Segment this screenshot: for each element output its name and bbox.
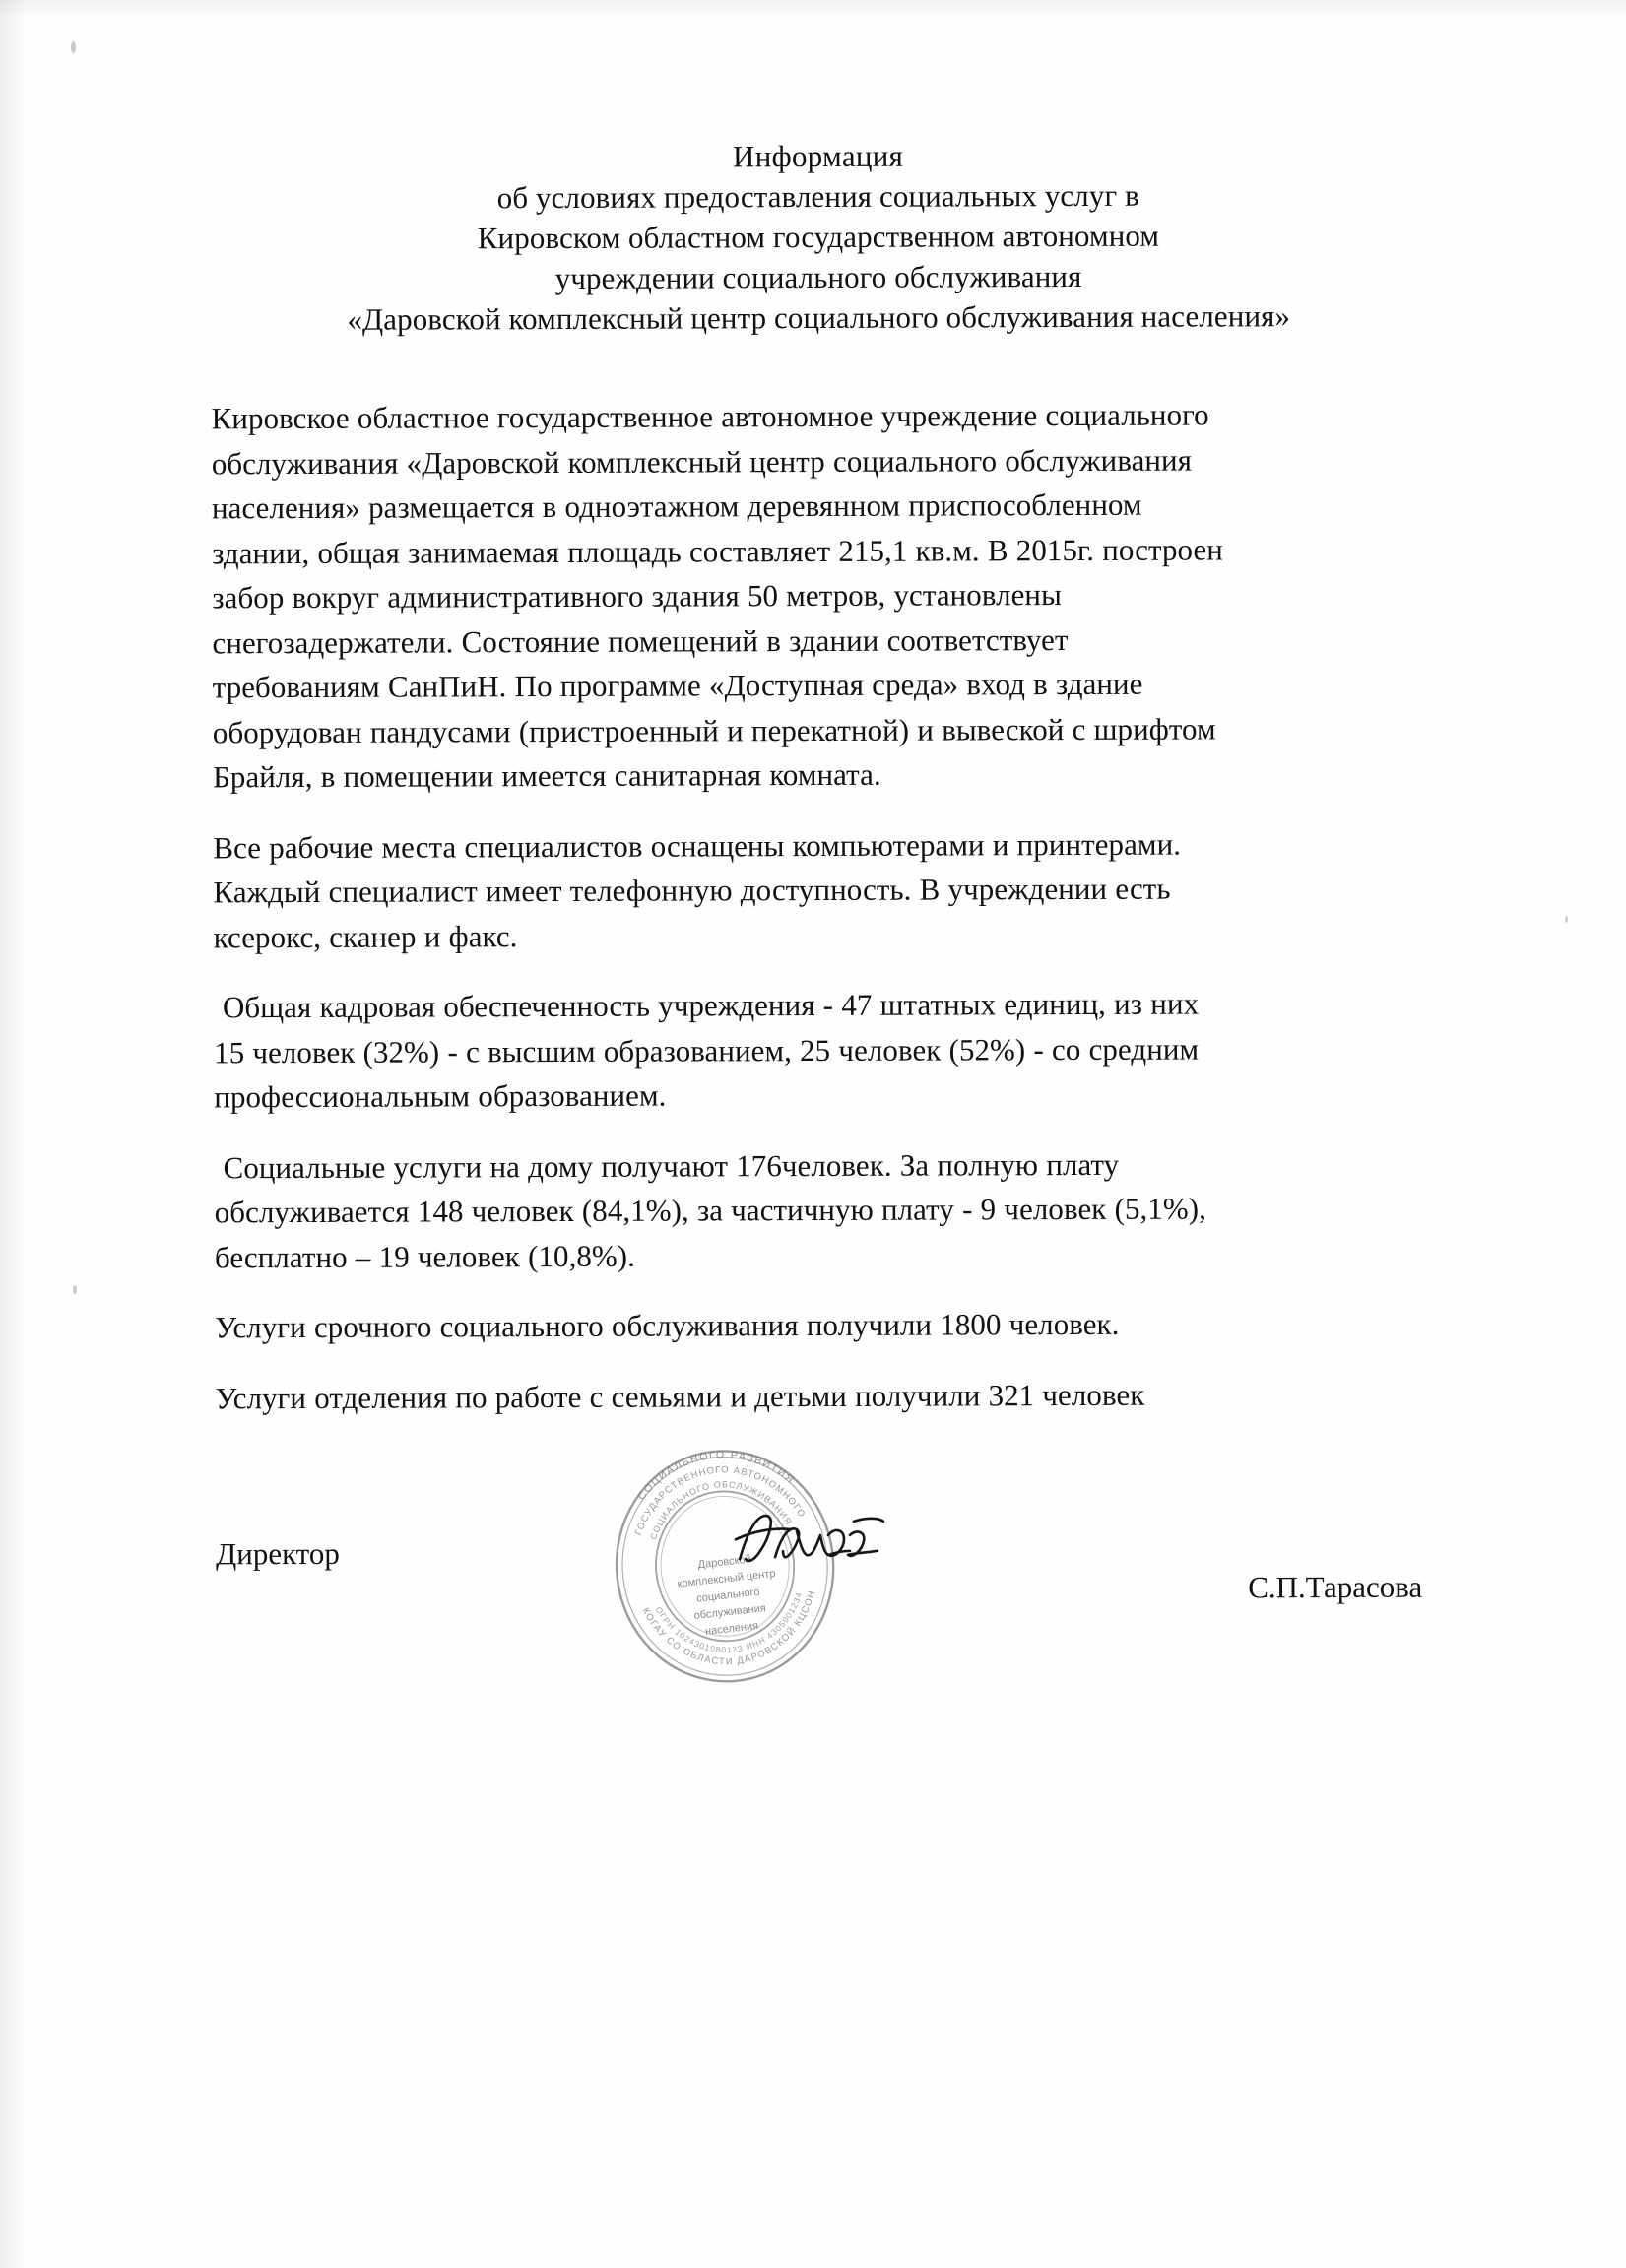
paragraph-line: оборудован пандусами (пристроенный и перекатной) и вывеской с шрифтом bbox=[212, 710, 1216, 749]
paragraph-line: Общая кадровая обеспеченность учреждения - 47 штатных единиц, из них bbox=[222, 986, 1200, 1025]
paragraph-line: Все рабочие места специалистов оснащены компьютерами и принтерами. bbox=[213, 826, 1182, 865]
paragraph-line: населения» размещается в одноэтажном деревянном приспособленном bbox=[211, 486, 1142, 526]
paragraph-staffing bbox=[214, 981, 1418, 1120]
paragraph-line: требованиям СанПиН. По программе «Доступная среда» вход в здание bbox=[212, 666, 1143, 705]
signature-name: С.П.Тарасова bbox=[1248, 1569, 1423, 1605]
svg-text:ГОСУДАРСТВЕННОГО АВТОНОМНОГО: ГОСУДАРСТВЕННОГО АВТОНОМНОГО bbox=[632, 1464, 808, 1537]
document-body bbox=[212, 392, 1419, 1447]
title-line-5: «Даровской комплексный центр социального обслуживания населения» bbox=[347, 298, 1291, 337]
svg-text:СОЦИАЛЬНОГО РАЗВИТИЯ: СОЦИАЛЬНОГО РАЗВИТИЯ bbox=[635, 1449, 798, 1503]
svg-text:комплексный центр: комплексный центр bbox=[677, 1567, 777, 1590]
svg-text:КОГАУ СО ОБЛАСТИ ДАРОВСКОЙ КЦС: КОГАУ СО ОБЛАСТИ ДАРОВСКОЙ КЦСОН bbox=[639, 1588, 818, 1668]
paragraph-line: снегозадержатели. Состояние помещений в здании соответствует bbox=[212, 621, 1069, 660]
signature-block bbox=[216, 1530, 1422, 1604]
title-line-1: Информация bbox=[732, 138, 904, 174]
svg-text:СОЦИАЛЬНОГО ОБСЛУЖИВАНИЯ: СОЦИАЛЬНОГО ОБСЛУЖИВАНИЯ bbox=[648, 1479, 795, 1541]
paragraph-line: Брайля, в помещении имеется санитарная комната. bbox=[212, 756, 881, 795]
paragraph-home-services bbox=[214, 1140, 1418, 1279]
paragraph-line: Кировское областное государственное автономное учреждение социального bbox=[211, 397, 1209, 436]
scan-edge-shading-top bbox=[0, 0, 1626, 20]
title-line-2: об условиях предоставления социальных услуг в bbox=[496, 177, 1139, 216]
svg-text:социального: социального bbox=[695, 1586, 761, 1605]
paragraph-line: 15 человек (32%) - с высшим образованием, 25 человек (52%) - со средним bbox=[214, 1031, 1200, 1069]
paragraph-line: Услуги срочного социального обслуживания получили 1800 человек. bbox=[215, 1306, 1120, 1345]
paragraph-line: Услуги отделения по работе с семьями и детьми получили 321 человек bbox=[215, 1377, 1145, 1415]
paragraph-line: забор вокруг административного здания 50 метров, установлены bbox=[212, 577, 1062, 616]
scan-edge-shading-left bbox=[0, 0, 26, 2268]
paragraph-line: бесплатно – 19 человек (10,8%). bbox=[214, 1238, 635, 1274]
paragraph-line: профессиональным образованием. bbox=[214, 1077, 667, 1115]
paragraph-urgent-services bbox=[215, 1301, 1418, 1350]
scan-speck bbox=[73, 1285, 77, 1294]
signature-role: Директор bbox=[215, 1535, 340, 1572]
svg-text:ОГРН 1024301080123 ИНН 4305001: ОГРН 1024301080123 ИНН 4305001234 bbox=[653, 1590, 805, 1655]
paragraph-line: ксерокс, сканер и факс. bbox=[213, 918, 518, 954]
paragraph-family-services bbox=[215, 1371, 1418, 1420]
title-line-3: Кировском областном государственном автономном bbox=[477, 218, 1160, 256]
svg-text:населения: населения bbox=[704, 1620, 759, 1638]
paragraph-facility bbox=[212, 392, 1417, 800]
document-title bbox=[198, 134, 1440, 341]
svg-text:обслуживания: обслуживания bbox=[693, 1602, 767, 1623]
paragraph-line: здании, общая занимаемая площадь составляет 215,1 кв.м. В 2015г. построен bbox=[212, 531, 1223, 570]
paragraph-line: обслуживания «Даровской комплексный центр социального обслуживания bbox=[211, 442, 1193, 481]
scan-speck bbox=[71, 41, 76, 53]
paragraph-line: Каждый специалист имеет телефонную доступность. В учреждении есть bbox=[213, 871, 1171, 910]
paragraph-line: обслуживается 148 человек (84,1%), за частичную плату - 9 человек (5,1%), bbox=[214, 1191, 1206, 1230]
paragraph-workplaces bbox=[213, 820, 1417, 959]
paragraph-line: Социальные услуги на дому получают 176человек. За полную плату bbox=[223, 1146, 1120, 1185]
scan-speck bbox=[1565, 916, 1568, 923]
title-line-4: учреждении социального обслуживания bbox=[554, 258, 1082, 296]
svg-text:Даровской: Даровской bbox=[697, 1553, 752, 1572]
